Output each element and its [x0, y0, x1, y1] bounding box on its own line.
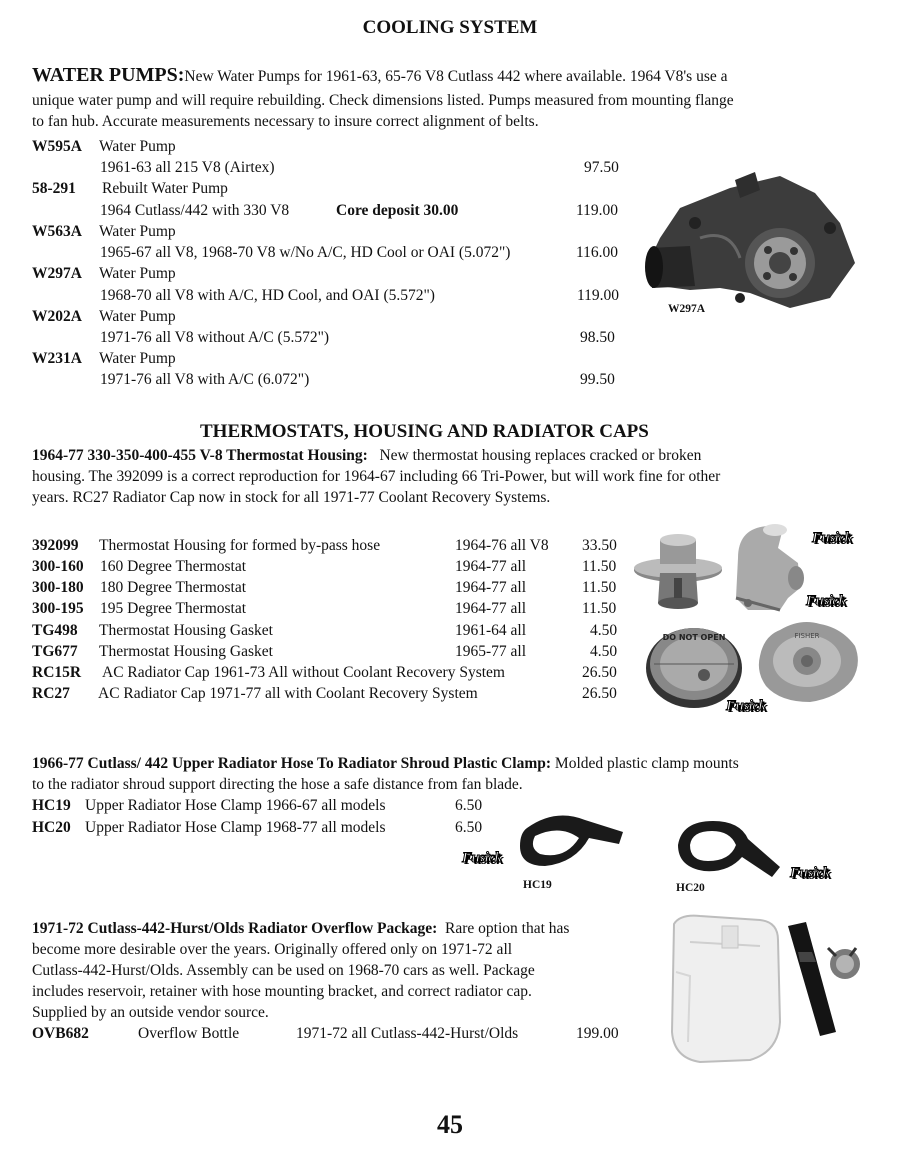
part-years: 1964-77 all [455, 558, 527, 575]
clamp-intro-text: Molded plastic clamp mounts [554, 755, 739, 772]
part-price: 6.50 [455, 819, 483, 836]
part-price: 119.00 [576, 202, 619, 219]
part-years: 1964-77 all [455, 579, 527, 596]
part-price: 6.50 [455, 797, 483, 814]
part-price: 11.50 [582, 600, 617, 617]
part-desc: Upper Radiator Hose Clamp 1966-67 all models [85, 797, 386, 814]
thermostats-section-title: THERMOSTATS, HOUSING AND RADIATOR CAPS [200, 421, 649, 442]
thermostats-intro-line2: housing. The 392099 is a correct reproduction for 1964-67 including 66 Tri-Power, but will work fine for other [32, 468, 721, 485]
part-price: 199.00 [576, 1025, 619, 1042]
fusick-logo: Fusick [790, 865, 830, 881]
part-desc: Thermostat Housing Gasket [99, 643, 273, 660]
part-price: 11.50 [582, 558, 617, 575]
water-pumps-heading: WATER PUMPS: [32, 64, 185, 86]
part-desc: 195 Degree Thermostat [100, 600, 247, 617]
part-price: 98.50 [580, 329, 615, 346]
water-pumps-intro-line3: to fan hub. Accurate measurements necessary to insure correct alignment of belts. [32, 113, 539, 130]
part-desc: Overflow Bottle [138, 1025, 240, 1042]
part-number: RC27 [32, 685, 70, 702]
thermostat-photo [630, 528, 725, 613]
part-desc: 1971-76 all V8 with A/C (6.072") [100, 371, 310, 388]
part-name: Water Pump [99, 308, 176, 325]
part-number: 392099 [32, 537, 79, 554]
part-number: W297A [32, 265, 82, 282]
core-deposit-note: Core deposit 30.00 [336, 202, 459, 219]
part-desc: AC Radiator Cap 1971-77 all with Coolant Recovery System [98, 685, 478, 702]
part-years: 1964-77 all [455, 600, 527, 617]
part-number: TG498 [32, 622, 78, 639]
part-number: W595A [32, 138, 82, 155]
part-name: Water Pump [99, 223, 176, 240]
part-number: 300-160 [32, 558, 84, 575]
part-desc: Upper Radiator Hose Clamp 1968-77 all models [85, 819, 386, 836]
part-number: W563A [32, 223, 82, 240]
radiator-cap-rc15r-photo [644, 620, 744, 708]
part-price: 119.00 [577, 287, 620, 304]
overflow-line2: become more desirable over the years. Originally offered only on 1971-72 all [32, 941, 513, 958]
part-years: 1971-72 all Cutlass-442-Hurst/Olds [296, 1025, 519, 1042]
part-price: 33.50 [582, 537, 617, 554]
overflow-line4: includes reservoir, retainer with hose mounting bracket, and correct radiator cap. [32, 983, 532, 1000]
thermostats-intro-line1 [32, 445, 701, 466]
part-name: Water Pump [99, 265, 176, 282]
part-number: 300-195 [32, 600, 84, 617]
fusick-logo: Fusick [726, 698, 766, 714]
hose-clamp-hc20-caption: HC20 [676, 882, 705, 894]
clamp-lead: 1966-77 Cutlass/ 442 Upper Radiator Hose To Radiator Shroud Plastic Clamp: [32, 755, 552, 772]
part-desc: 1965-67 all V8, 1968-70 V8 w/No A/C, HD Cool or OAI (5.072") [100, 244, 511, 261]
hose-clamp-hc19-photo [515, 808, 630, 878]
overflow-line5: Supplied by an outside vendor source. [32, 1004, 269, 1021]
part-desc: 1961-63 all 215 V8 (Airtex) [100, 159, 275, 176]
part-number: HC19 [32, 797, 71, 814]
part-price: 4.50 [590, 643, 618, 660]
fusick-logo: Fusick [806, 593, 846, 609]
part-name: Water Pump [99, 138, 176, 155]
radiator-cap-rc27-photo [750, 616, 865, 706]
part-price: 26.50 [582, 664, 617, 681]
overflow-bottle-photo [660, 912, 870, 1067]
part-price: 26.50 [582, 685, 617, 702]
fusick-logo: Fusick [462, 850, 502, 866]
part-number: W202A [32, 308, 82, 325]
page-number: 45 [437, 1110, 463, 1139]
water-pump-photo [640, 168, 870, 308]
part-desc: AC Radiator Cap 1961-73 All without Coolant Recovery System [102, 664, 505, 681]
part-number: OVB682 [32, 1025, 89, 1042]
thermostats-intro-text: New thermostat housing replaces cracked or broken [379, 447, 702, 464]
page-section-title: COOLING SYSTEM [362, 17, 538, 38]
water-pumps-intro-line1 [32, 65, 728, 87]
part-number: HC20 [32, 819, 71, 836]
water-pumps-intro-text: New Water Pumps for 1961-63, 65-76 V8 Cutlass 442 where available. 1964 V8's use a [184, 68, 728, 85]
part-number: TG677 [32, 643, 78, 660]
part-number: W231A [32, 350, 82, 367]
part-desc: 180 Degree Thermostat [100, 579, 247, 596]
part-price: 99.50 [580, 371, 615, 388]
cap-stamp-text: FISHER [794, 632, 820, 640]
thermostat-housing-photo [728, 518, 808, 613]
part-desc: 1971-76 all V8 without A/C (5.572") [100, 329, 330, 346]
part-price: 4.50 [590, 622, 618, 639]
part-name: Rebuilt Water Pump [102, 180, 228, 197]
cap-stamp-text: DO NOT OPEN [662, 633, 726, 642]
overflow-line1 [32, 918, 569, 939]
fusick-logo: Fusick [812, 530, 852, 546]
part-number: RC15R [32, 664, 82, 681]
hose-clamp-hc19-caption: HC19 [523, 879, 552, 891]
thermostats-lead: 1964-77 330-350-400-455 V-8 Thermostat Housing: [32, 447, 368, 464]
hose-clamp-hc20-photo [668, 815, 788, 887]
clamp-intro-line1 [32, 753, 739, 774]
part-name: Water Pump [99, 350, 176, 367]
part-desc: 160 Degree Thermostat [100, 558, 247, 575]
part-years: 1965-77 all [455, 643, 527, 660]
part-number: 58-291 [32, 180, 76, 197]
thermostats-intro-line3: years. RC27 Radiator Cap now in stock for all 1971-77 Coolant Recovery Systems. [32, 489, 551, 506]
part-desc: Thermostat Housing Gasket [99, 622, 273, 639]
water-pumps-intro-line2: unique water pump and will require rebuilding. Check dimensions listed. Pumps measured from mounting flange [32, 92, 734, 109]
part-price: 97.50 [584, 159, 619, 176]
part-desc: Thermostat Housing for formed by-pass hose [99, 537, 381, 554]
part-years: 1961-64 all [455, 622, 527, 639]
overflow-line3: Cutlass-442-Hurst/Olds. Assembly can be used on 1968-70 cars as well. Package [32, 962, 535, 979]
water-pump-caption: W297A [668, 303, 706, 315]
overflow-line1-text: Rare option that has [445, 920, 570, 937]
part-desc: 1964 Cutlass/442 with 330 V8 [100, 202, 290, 219]
part-number: 300-180 [32, 579, 84, 596]
part-price: 116.00 [576, 244, 619, 261]
overflow-lead: 1971-72 Cutlass-442-Hurst/Olds Radiator Overflow Package: [32, 920, 438, 937]
clamp-intro-line2: to the radiator shroud support directing the hose a safe distance from fan blade. [32, 776, 523, 793]
part-years: 1964-76 all V8 [455, 537, 549, 554]
part-desc: 1968-70 all V8 with A/C, HD Cool, and OAI (5.572") [100, 287, 435, 304]
part-price: 11.50 [582, 579, 617, 596]
